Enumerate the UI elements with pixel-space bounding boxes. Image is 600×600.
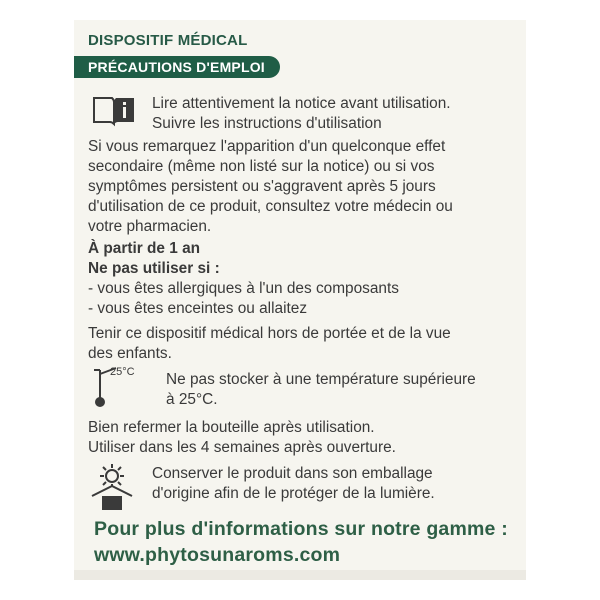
contraindication-item-1: - vous êtes allergiques à l'un des composants	[88, 280, 399, 297]
temperature-icon-label: 25°C	[110, 366, 135, 378]
section-band-label: PRÉCAUTIONS D'EMPLOI	[88, 59, 265, 75]
footer-url[interactable]: www.phytosunaroms.com	[94, 544, 341, 566]
side-effects-line-2: secondaire (même non listé sur la notice) ou si vos	[88, 158, 435, 175]
side-effects-line-4: d'utilisation de ce produit, consultez votre médecin ou	[88, 198, 453, 215]
age-limit: À partir de 1 an	[88, 240, 201, 257]
side-effects-line-1: Si vous remarquez l'apparition d'un quelconque effet	[88, 138, 446, 155]
header-title: DISPOSITIF MÉDICAL	[88, 32, 248, 49]
children-line-2: des enfants.	[88, 345, 172, 362]
sun-shelter-icon	[84, 462, 140, 512]
light-line-1: Conserver le produit dans son emballage	[152, 465, 433, 482]
precautions-panel	[74, 20, 526, 580]
bottle-line-1: Bien refermer la bouteille après utilisation.	[88, 419, 375, 436]
notice-line-1: Lire attentivement la notice avant utilisation.	[152, 95, 451, 112]
side-effects-line-5: votre pharmacien.	[88, 218, 212, 235]
bottom-strip	[74, 570, 526, 580]
temperature-line-2: à 25°C.	[166, 391, 218, 408]
section-band	[74, 56, 280, 78]
book-info-icon	[92, 94, 136, 128]
temperature-line-1: Ne pas stocker à une température supérieure	[166, 371, 476, 388]
bottle-line-2: Utiliser dans les 4 semaines après ouverture.	[88, 439, 396, 456]
contraindications-title: Ne pas utiliser si :	[88, 260, 220, 277]
side-effects-line-3: symptômes persistent ou s'aggravent après 5 jours	[88, 178, 436, 195]
notice-line-2: Suivre les instructions d'utilisation	[152, 115, 382, 132]
contraindication-item-2: - vous êtes enceintes ou allaitez	[88, 300, 308, 317]
footer-info: Pour plus d'informations sur notre gamme :	[94, 518, 508, 540]
light-line-2: d'origine afin de le protéger de la lumière.	[152, 485, 435, 502]
children-line-1: Tenir ce dispositif médical hors de portée et de la vue	[88, 325, 451, 342]
